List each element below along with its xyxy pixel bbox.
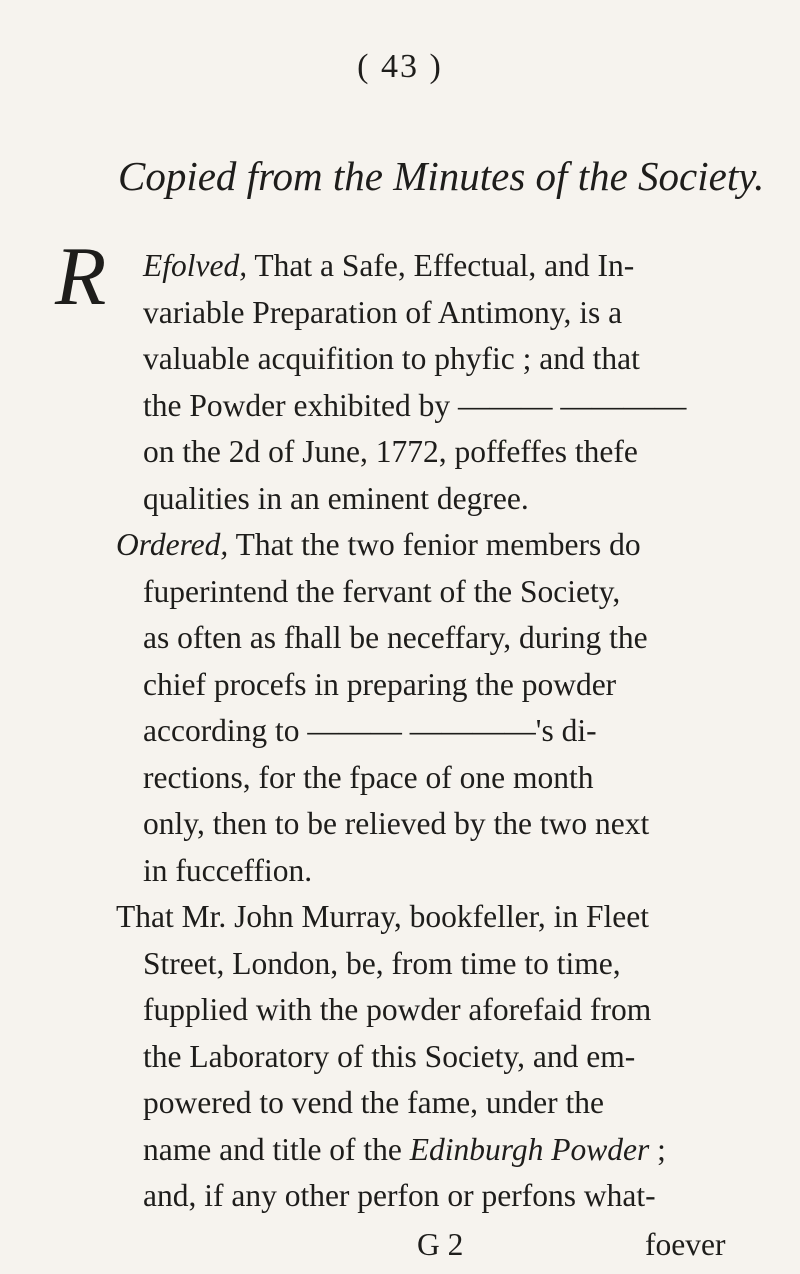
line-text: Street, London, be, from time to time, [143, 945, 621, 981]
text-line-20 [143, 1131, 666, 1167]
text-line-1 [143, 250, 634, 282]
text-line-4 [143, 387, 687, 423]
line-text: fupplied with the powder aforefaid from [143, 992, 652, 1027]
line-text: fuperintend the fervant of the Society, [143, 573, 621, 609]
edinburgh-powder-title: Edinburgh Powder [409, 1131, 650, 1167]
line-text: powered to vend the fame, under the [143, 1085, 604, 1120]
line-text: That Mr. John Murray, bookfeller, in Fleet [116, 899, 649, 934]
signature-mark: G 2 [417, 1227, 464, 1262]
catchword: foever [645, 1227, 726, 1262]
line-text: rections, for the fpace of one month [143, 759, 594, 795]
line-text: name and title of the [143, 1131, 410, 1167]
text-line-19 [143, 1087, 604, 1119]
line-text: chief procefs in preparing the powder [143, 666, 617, 702]
page-number: ( 43 ) [357, 48, 443, 85]
line-text: in fucceffion. [143, 852, 313, 888]
text-line-14 [143, 852, 313, 888]
line-text: That the two fenior members do [228, 527, 641, 562]
line-text: according to ——— ————'s di- [143, 713, 597, 748]
text-line-5 [143, 436, 638, 468]
line-text: qualities in an eminent degree. [143, 480, 529, 516]
line-text: only, then to be relieved by the two next [143, 806, 650, 841]
text-line-11 [143, 715, 597, 747]
line-text: and, if any other perfon or perfons what- [143, 1178, 656, 1213]
line-text: the Powder exhibited by ——— ———— [143, 387, 687, 423]
line-text: valuable acquifition to phyfic ; and that [143, 341, 640, 376]
ordered-word: Ordered, [116, 527, 229, 562]
text-line-2 [143, 294, 623, 330]
drop-capital: R [55, 230, 107, 323]
text-line-12 [143, 759, 594, 795]
line-text: the Laboratory of this Society, and em- [143, 1038, 636, 1074]
text-line-13 [143, 808, 649, 840]
line-text: on the 2d of June, 1772, poffeffes thefe [143, 434, 638, 469]
page-heading: Copied from the Minutes of the Society. [118, 153, 765, 199]
text-line-8 [143, 573, 621, 609]
text-line-17 [143, 994, 651, 1026]
text-line-15 [116, 901, 649, 933]
text-line-21 [143, 1180, 656, 1212]
text-line-3 [143, 343, 640, 375]
line-text: variable Preparation of Antimony, is a [143, 294, 623, 330]
punctuation: ; [649, 1131, 666, 1167]
line-text: as often as fhall be neceffary, during the [143, 620, 648, 655]
resolved-word: Efolved, [143, 248, 248, 283]
line-text: That a Safe, Effectual, and In- [247, 248, 635, 283]
text-line-10 [143, 666, 617, 702]
text-line-18 [143, 1038, 636, 1074]
text-line-6 [143, 480, 529, 516]
text-line-9 [143, 622, 648, 654]
text-line-16 [143, 945, 621, 981]
text-line-7 [116, 529, 641, 561]
